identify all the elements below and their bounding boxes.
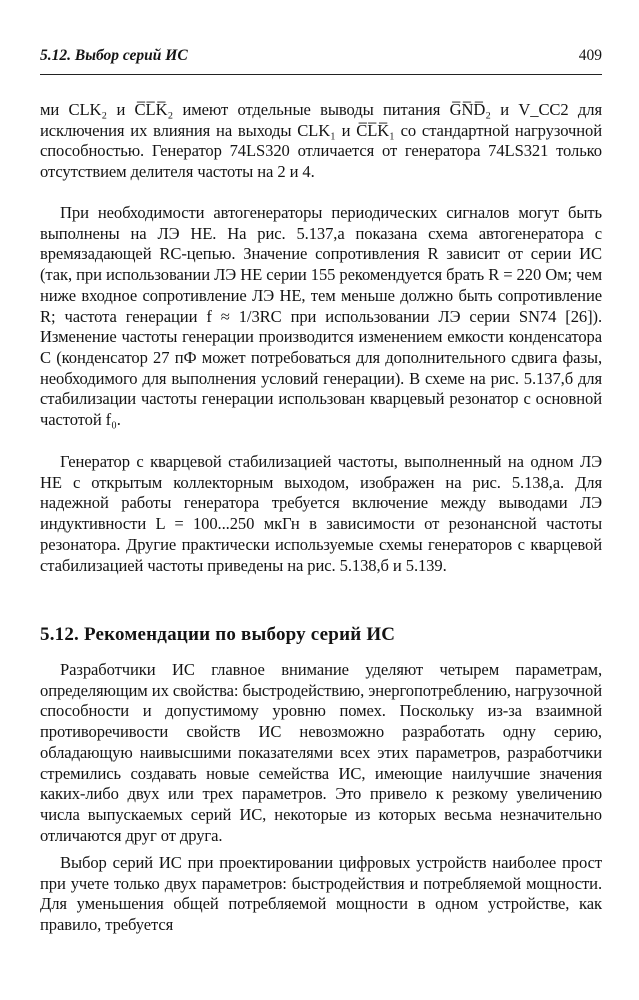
paragraph-crystal-generator: Генератор с кварцевой стабилизацией частоты, выполненный на одном ЛЭ НЕ с открытым коллекторным выходом, изображен на рис. 5.138,а. Для надежной работы генератора требуется включение между выводами ЛЭ индуктивности L = 100...250 мкГн в зависимости от резонансной частоты резонатора. Другие практически используемые схемы генераторов с кварцевой стабилизацией частоты приведены на рис. 5.138,б и 5.139. (40, 452, 602, 575)
paragraph-series-selection: Выбор серий ИС при проектировании цифровых устройств наиболее прост при учете только двух параметров: быстродействия и потребляемой мощности. Для уменьшения общей потребляемой мощности в одном устройстве, как правило, требуется (40, 853, 602, 935)
running-header (40, 47, 602, 69)
page-number: 409 (578, 47, 602, 64)
header-rule (40, 74, 602, 75)
paragraph-ic-parameters: Разработчики ИС главное внимание уделяют четырем параметрам, определяющим их свойства: быстродействию, энергопотреблению, нагрузочной способности и допустимому уровню помех. Поскольку из-за взаимной противоречивости свойств ИС невозможно разработать одну серию, обладающую наивысшими показателями всех этих параметров, разработчики стремились создавать новые семейства ИС, имеющие наилучшие значения каких-либо двух или трех параметров. Это привело к резкому увеличению числа выпускаемых серий ИС, некоторые из которых весьма незначительно отличаются друг от друга. (40, 660, 602, 845)
paragraph-continuation: ми CLK₂ и C̅L̅K̅₂ имеют отдельные выводы питания G̅N̅D̅₂ и V_CC2 для исключения их влияния на выходы CLK₁ и C̅L̅K̅₁ со стандартной нагрузочной способностью. Генератор 74LS320 отличается от генератора 74LS321 только отсутствием делителя частоты на 2 и 4. (40, 100, 602, 182)
paragraph-autogenerators: При необходимости автогенераторы периодических сигналов могут быть выполнены на ЛЭ НЕ. На рис. 5.137,а показана схема автогенератора с времязадающей RC-цепью. Значение сопротивления R зависит от серии ИС (так, при использовании ЛЭ НЕ серии 155 рекомендуется брать R = 220 Ом; чем ниже входное сопротивление ЛЭ НЕ, тем меньше должно быть сопротивление R; частота генерации f ≈ 1/3RC при использовании ЛЭ серии SN74 [26]). Изменение частоты генерации производится изменением емкости конденсатора C (конденсатор 27 пФ может потребоваться для дополнительного сдвига фазы, необходимого для выполнения условий генерации). В схеме на рис. 5.137,б для стабилизации частоты генерации использован кварцевый резонатор с основной частотой f₀. (40, 203, 602, 430)
running-header-title: 5.12. Выбор серий ИС (40, 47, 188, 64)
section-heading: 5.12. Рекомендации по выбору серий ИС (40, 624, 396, 645)
